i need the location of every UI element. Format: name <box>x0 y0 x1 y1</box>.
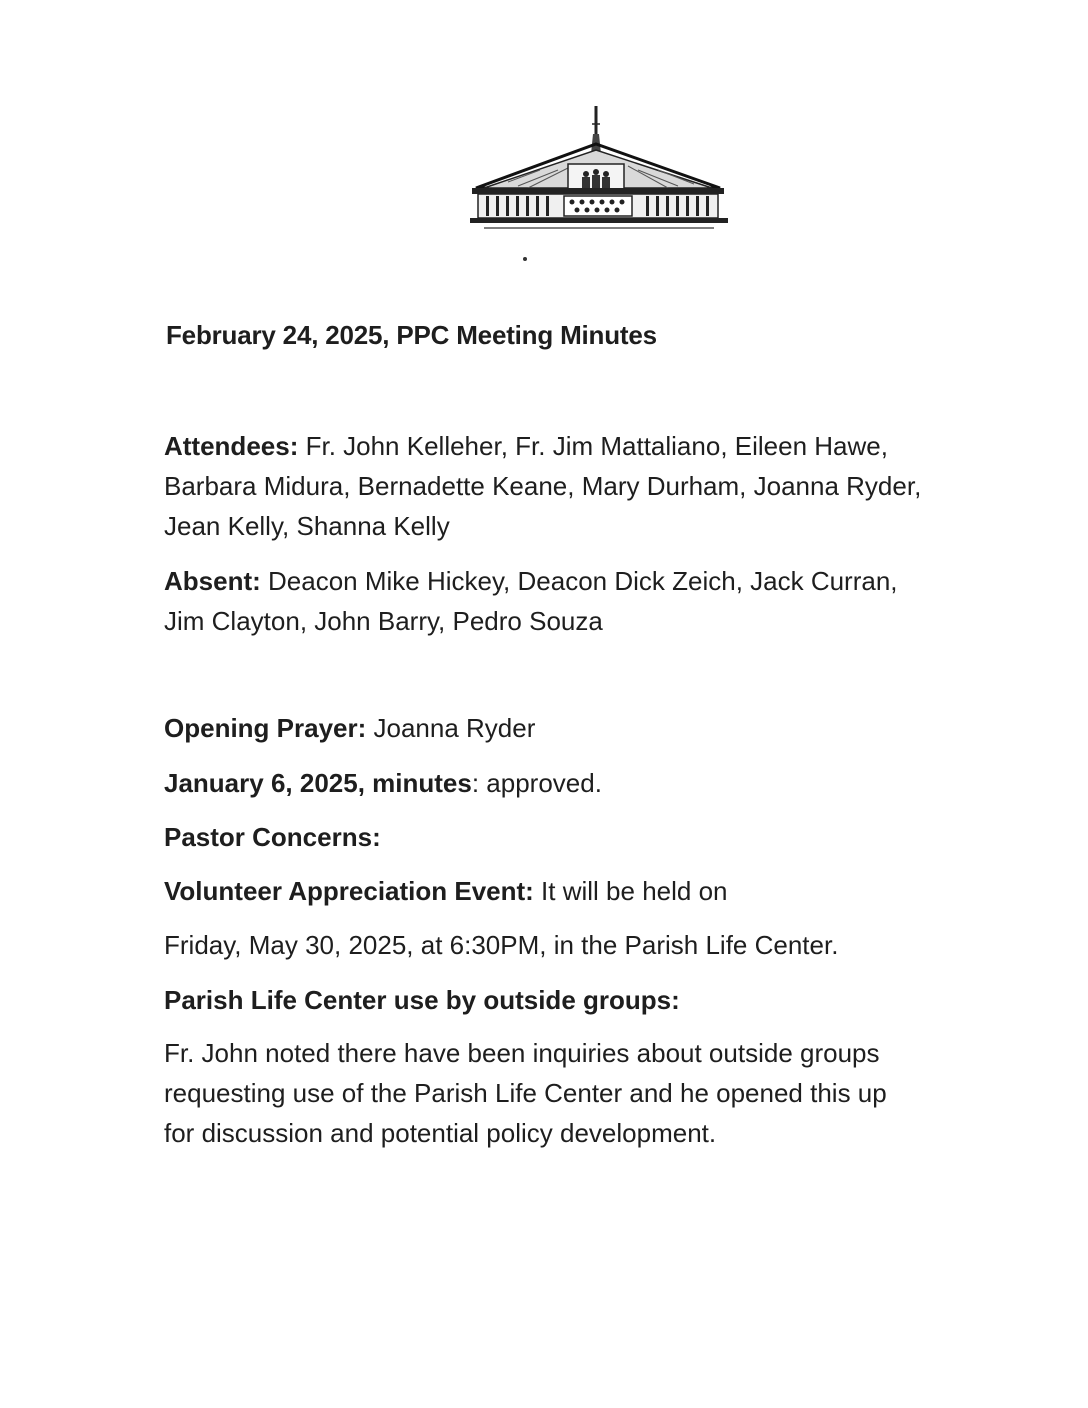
minutes-label: January 6, 2025, minutes <box>164 768 472 798</box>
volunteer-event-paragraph <box>164 871 944 911</box>
absent-label: Absent: <box>164 566 261 596</box>
church-logo-icon <box>468 104 730 238</box>
attendees-list: Fr. John Kelleher, Fr. Jim Mattaliano, Eileen Hawe, Barbara Midura, Bernadette Keane, Mary Durham, Joanna Ryder, Jean Kelly, Shanna Kelly <box>164 431 922 541</box>
attendees-paragraph <box>164 426 944 546</box>
page-title: February 24, 2025, PPC Meeting Minutes <box>166 320 657 350</box>
opening-prayer-paragraph <box>164 708 944 748</box>
plc-use-heading <box>164 980 944 1020</box>
opening-prayer-label: Opening Prayer: <box>164 713 367 743</box>
attendees-label: Attendees: <box>164 431 299 461</box>
plc-use-label: Parish Life Center use by outside groups: <box>164 985 680 1015</box>
pastor-concerns-heading <box>164 817 944 857</box>
absent-paragraph <box>164 561 944 641</box>
minutes-status: : approved. <box>471 768 602 798</box>
volunteer-event-label: Volunteer Appreciation Event: <box>164 876 534 906</box>
scan-speck <box>523 257 527 261</box>
volunteer-event-details: Friday, May 30, 2025, at 6:30PM, in the Parish Life Center. <box>164 930 839 960</box>
volunteer-event-intro: It will be held on <box>533 876 728 906</box>
opening-prayer-value: Joanna Ryder <box>366 713 536 743</box>
minutes-paragraph <box>164 763 944 803</box>
plc-use-paragraph: Fr. John noted there have been inquiries about outside groups requesting use of the Parish Life Center and he opened this up for discussion and potential policy development. <box>164 1038 887 1148</box>
pastor-concerns-label: Pastor Concerns: <box>164 822 381 852</box>
absent-list: Deacon Mike Hickey, Deacon Dick Zeich, Jack Curran, Jim Clayton, John Barry, Pedro Souza <box>164 566 898 636</box>
